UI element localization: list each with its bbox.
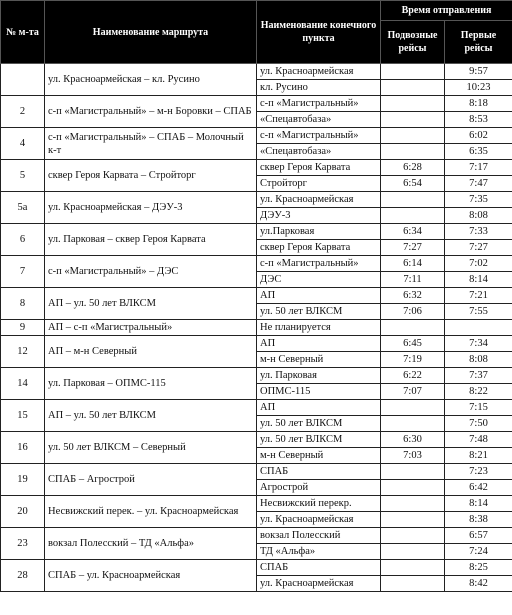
table-row <box>1 368 512 384</box>
destination-cell: СПАБ <box>257 560 381 576</box>
feeder-time-cell: 6:54 <box>381 176 445 192</box>
first-time-cell: 7:27 <box>445 240 512 256</box>
feeder-time-cell <box>381 96 445 112</box>
header-feeder-trips: Подвозные рейсы <box>381 21 445 64</box>
feeder-time-cell <box>381 560 445 576</box>
feeder-time-cell <box>381 576 445 592</box>
route-number-cell <box>1 64 45 96</box>
first-time-cell: 8:25 <box>445 560 512 576</box>
feeder-time-cell <box>381 144 445 160</box>
table-row <box>1 528 512 544</box>
feeder-time-cell: 6:14 <box>381 256 445 272</box>
first-time-cell: 10:23 <box>445 80 512 96</box>
destination-cell: «Спецавтобаза» <box>257 112 381 128</box>
first-time-cell: 8:53 <box>445 112 512 128</box>
route-name-cell: Несвижский перек. – ул. Красноармейская <box>45 496 257 528</box>
destination-cell: ул. Красноармейская <box>257 192 381 208</box>
feeder-time-cell: 7:11 <box>381 272 445 288</box>
destination-cell: ул. 50 лет ВЛКСМ <box>257 416 381 432</box>
route-number-cell: 15 <box>1 400 45 432</box>
first-time-cell: 8:22 <box>445 384 512 400</box>
first-time-cell: 7:17 <box>445 160 512 176</box>
first-time-cell: 6:02 <box>445 128 512 144</box>
destination-cell: ул. Красноармейская <box>257 64 381 80</box>
first-time-cell: 6:42 <box>445 480 512 496</box>
feeder-time-cell <box>381 400 445 416</box>
feeder-time-cell: 6:32 <box>381 288 445 304</box>
feeder-time-cell <box>381 128 445 144</box>
table-row <box>1 64 512 80</box>
first-time-cell: 7:15 <box>445 400 512 416</box>
first-time-cell: 8:14 <box>445 496 512 512</box>
route-number-cell: 5а <box>1 192 45 224</box>
feeder-time-cell <box>381 464 445 480</box>
route-number-cell: 9 <box>1 320 45 336</box>
first-time-cell: 8:42 <box>445 576 512 592</box>
table-row <box>1 400 512 416</box>
destination-cell: ДЭУ-3 <box>257 208 381 224</box>
destination-cell: СПАБ <box>257 464 381 480</box>
first-time-cell: 8:08 <box>445 208 512 224</box>
header-route-number: № м-та <box>1 1 45 64</box>
route-name-cell: сквер Героя Карвата – Стройторг <box>45 160 257 192</box>
feeder-time-cell <box>381 528 445 544</box>
table-row <box>1 224 512 240</box>
destination-cell: Не планируется <box>257 320 381 336</box>
destination-cell: сквер Героя Карвата <box>257 160 381 176</box>
first-time-cell: 7:50 <box>445 416 512 432</box>
table-row <box>1 336 512 352</box>
first-time-cell: 8:38 <box>445 512 512 528</box>
first-time-cell: 7:47 <box>445 176 512 192</box>
feeder-time-cell: 7:19 <box>381 352 445 368</box>
table-body <box>1 64 512 592</box>
destination-cell: м-н Северный <box>257 352 381 368</box>
route-number-cell: 20 <box>1 496 45 528</box>
first-time-cell: 7:23 <box>445 464 512 480</box>
table-row <box>1 432 512 448</box>
feeder-time-cell: 6:28 <box>381 160 445 176</box>
destination-cell: Стройторг <box>257 176 381 192</box>
first-time-cell: 7:37 <box>445 368 512 384</box>
first-time-cell <box>445 320 512 336</box>
table-row <box>1 160 512 176</box>
feeder-time-cell <box>381 192 445 208</box>
destination-cell: АП <box>257 288 381 304</box>
first-time-cell: 6:35 <box>445 144 512 160</box>
destination-cell: ОПМС-115 <box>257 384 381 400</box>
destination-cell: м-н Северный <box>257 448 381 464</box>
destination-cell: «Спецавтобаза» <box>257 144 381 160</box>
destination-cell: ул. Парковая <box>257 368 381 384</box>
table-row <box>1 320 512 336</box>
route-number-cell: 28 <box>1 560 45 592</box>
table-row <box>1 128 512 144</box>
destination-cell: АП <box>257 400 381 416</box>
route-number-cell: 6 <box>1 224 45 256</box>
route-name-cell: ул. Парковая – ОПМС-115 <box>45 368 257 400</box>
destination-cell: АП <box>257 336 381 352</box>
destination-cell: ДЭС <box>257 272 381 288</box>
first-time-cell: 8:14 <box>445 272 512 288</box>
route-name-cell: вокзал Полесский – ТД «Альфа» <box>45 528 257 560</box>
header-departure-time: Время отправления <box>381 1 512 21</box>
feeder-time-cell: 7:06 <box>381 304 445 320</box>
destination-cell: Агрострой <box>257 480 381 496</box>
table-header <box>1 1 512 64</box>
first-time-cell: 9:57 <box>445 64 512 80</box>
destination-cell: ул. 50 лет ВЛКСМ <box>257 432 381 448</box>
first-time-cell: 7:21 <box>445 288 512 304</box>
first-time-cell: 7:24 <box>445 544 512 560</box>
destination-cell: с-п «Магистральный» <box>257 256 381 272</box>
first-time-cell: 7:34 <box>445 336 512 352</box>
destination-cell: Несвижский перекр. <box>257 496 381 512</box>
route-name-cell: с-п «Магистральный» – ДЭС <box>45 256 257 288</box>
destination-cell: ул. 50 лет ВЛКСМ <box>257 304 381 320</box>
route-number-cell: 8 <box>1 288 45 320</box>
table-row <box>1 96 512 112</box>
feeder-time-cell <box>381 64 445 80</box>
feeder-time-cell: 6:30 <box>381 432 445 448</box>
feeder-time-cell: 7:03 <box>381 448 445 464</box>
destination-cell: ул. Красноармейская <box>257 512 381 528</box>
route-number-cell: 19 <box>1 464 45 496</box>
feeder-time-cell <box>381 416 445 432</box>
header-first-trips: Первые рейсы <box>445 21 512 64</box>
route-number-cell: 14 <box>1 368 45 400</box>
route-name-cell: АП – с-п «Магистральный» <box>45 320 257 336</box>
route-number-cell: 2 <box>1 96 45 128</box>
destination-cell: ТД «Альфа» <box>257 544 381 560</box>
route-name-cell: АП – ул. 50 лет ВЛКСМ <box>45 400 257 432</box>
feeder-time-cell: 7:27 <box>381 240 445 256</box>
feeder-time-cell <box>381 480 445 496</box>
first-time-cell: 7:02 <box>445 256 512 272</box>
route-name-cell: СПАБ – Агрострой <box>45 464 257 496</box>
table-row <box>1 560 512 576</box>
header-route-name: Наименование маршрута <box>45 1 257 64</box>
first-time-cell: 7:55 <box>445 304 512 320</box>
feeder-time-cell <box>381 544 445 560</box>
destination-cell: кл. Русино <box>257 80 381 96</box>
route-name-cell: ул. Красноармейская – ДЭУ-3 <box>45 192 257 224</box>
route-name-cell: АП – ул. 50 лет ВЛКСМ <box>45 288 257 320</box>
feeder-time-cell <box>381 112 445 128</box>
feeder-time-cell <box>381 320 445 336</box>
route-name-cell: с-п «Магистральный» – СПАБ – Молочный к-т <box>45 128 257 160</box>
header-destination: Наименование конечного пункта <box>257 1 381 64</box>
route-name-cell: АП – м-н Северный <box>45 336 257 368</box>
destination-cell: ул.Парковая <box>257 224 381 240</box>
route-name-cell: с-п «Магистральный» – м-н Боровки – СПАБ <box>45 96 257 128</box>
table-row <box>1 256 512 272</box>
first-time-cell: 6:57 <box>445 528 512 544</box>
first-time-cell: 8:08 <box>445 352 512 368</box>
first-time-cell: 8:18 <box>445 96 512 112</box>
destination-cell: вокзал Полесский <box>257 528 381 544</box>
route-number-cell: 7 <box>1 256 45 288</box>
destination-cell: ул. Красноармейская <box>257 576 381 592</box>
first-time-cell: 7:33 <box>445 224 512 240</box>
route-number-cell: 5 <box>1 160 45 192</box>
route-name-cell: ул. Красноармейская – кл. Русино <box>45 64 257 96</box>
destination-cell: с-п «Магистральный» <box>257 128 381 144</box>
first-time-cell: 7:35 <box>445 192 512 208</box>
feeder-time-cell: 6:22 <box>381 368 445 384</box>
route-number-cell: 12 <box>1 336 45 368</box>
destination-cell: с-п «Магистральный» <box>257 96 381 112</box>
first-time-cell: 7:48 <box>445 432 512 448</box>
feeder-time-cell: 6:34 <box>381 224 445 240</box>
feeder-time-cell <box>381 80 445 96</box>
table-row <box>1 192 512 208</box>
feeder-time-cell <box>381 512 445 528</box>
destination-cell: сквер Героя Карвата <box>257 240 381 256</box>
table-row <box>1 496 512 512</box>
table-row <box>1 464 512 480</box>
feeder-time-cell: 6:45 <box>381 336 445 352</box>
route-name-cell: СПАБ – ул. Красноармейская <box>45 560 257 592</box>
route-number-cell: 4 <box>1 128 45 160</box>
feeder-time-cell <box>381 208 445 224</box>
route-name-cell: ул. 50 лет ВЛКСМ – Северный <box>45 432 257 464</box>
feeder-time-cell: 7:07 <box>381 384 445 400</box>
table-row <box>1 288 512 304</box>
route-name-cell: ул. Парковая – сквер Героя Карвата <box>45 224 257 256</box>
route-number-cell: 16 <box>1 432 45 464</box>
first-time-cell: 8:21 <box>445 448 512 464</box>
route-number-cell: 23 <box>1 528 45 560</box>
feeder-time-cell <box>381 496 445 512</box>
